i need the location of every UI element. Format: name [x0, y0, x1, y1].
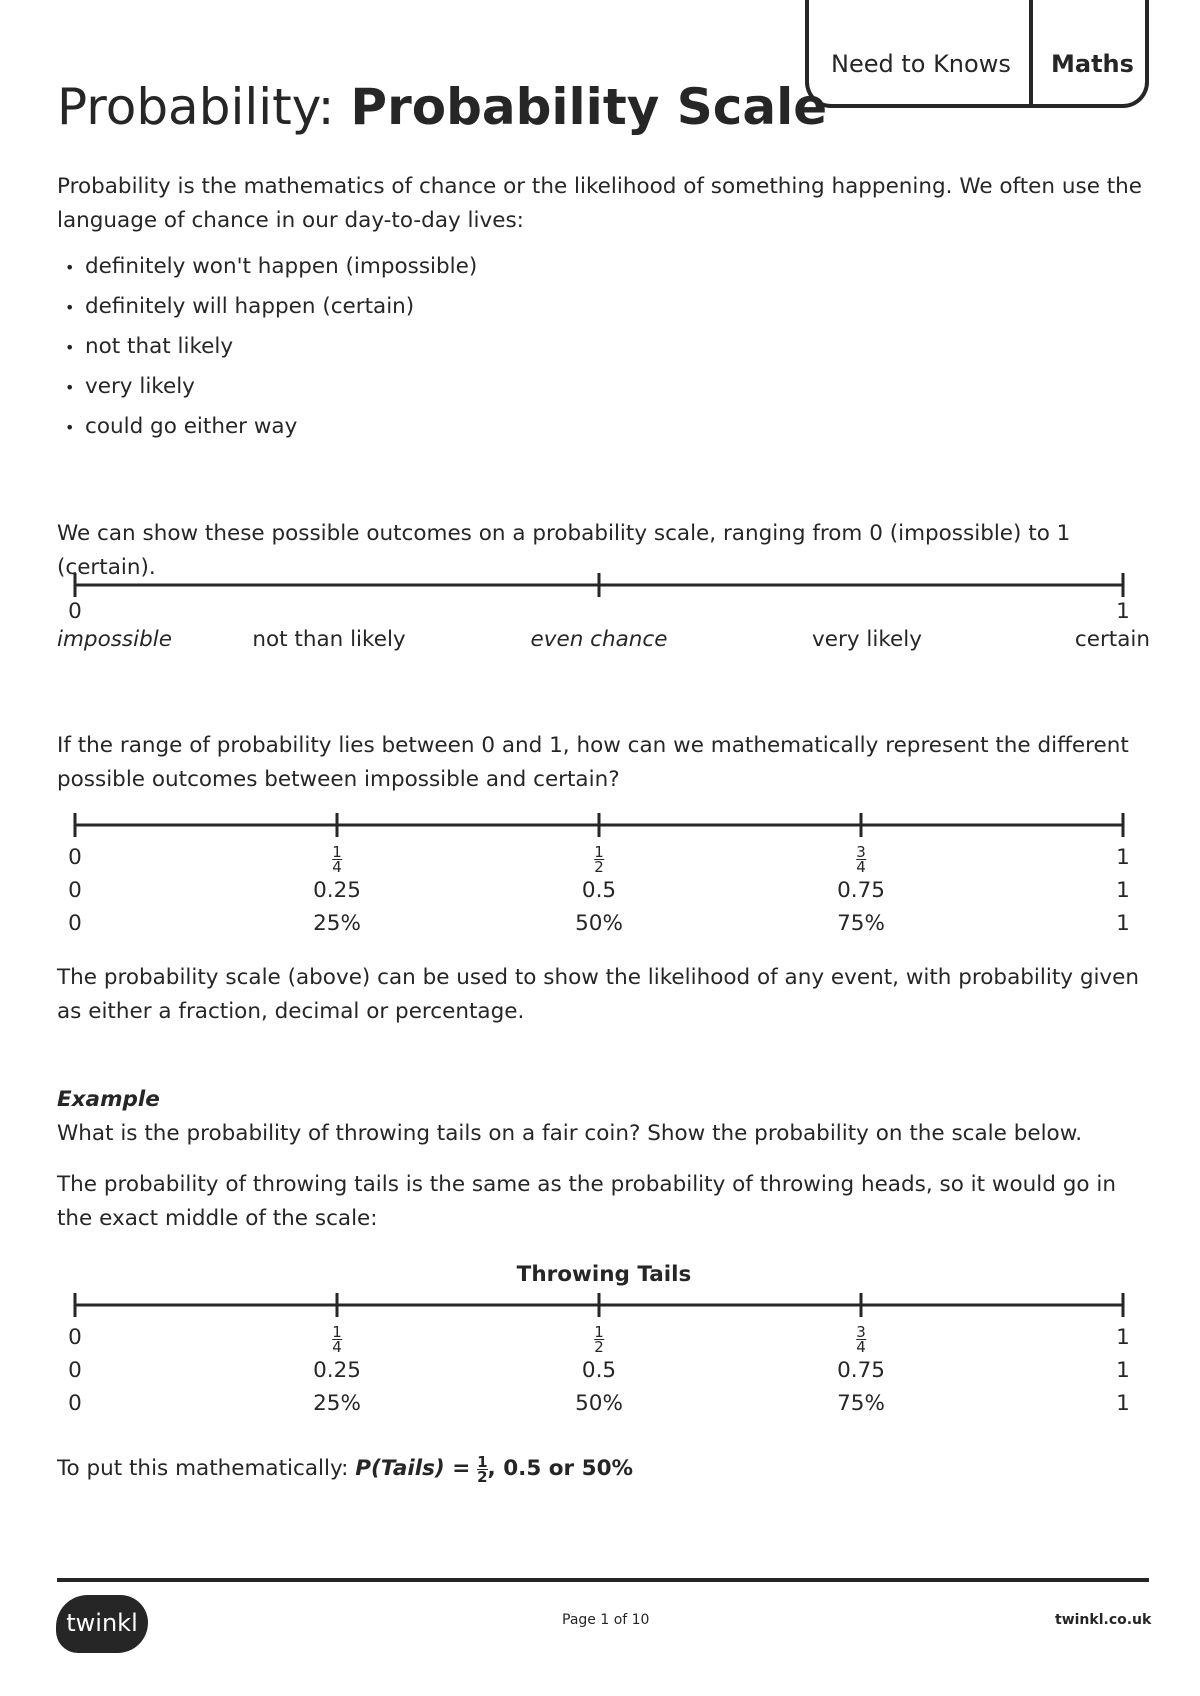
end-value-one: 1	[1116, 845, 1130, 870]
fraction-den: 2	[594, 858, 604, 876]
fraction-half	[594, 1325, 604, 1354]
end-value-zero: 0	[68, 845, 82, 870]
number-line-values	[0, 810, 1200, 840]
decimal-value: 0.75	[837, 1358, 885, 1383]
number-line-throwing-tails	[0, 1290, 1200, 1320]
fraction-num: 1	[332, 1323, 342, 1341]
fraction-three-quarters	[856, 1325, 866, 1354]
fraction-den: 4	[856, 858, 866, 876]
fraction-den: 2	[477, 1467, 488, 1486]
title-bold: Probability Scale	[350, 78, 828, 136]
site-link[interactable]: twinkl.co.uk	[1055, 1612, 1152, 1628]
footer-rule	[57, 1578, 1149, 1582]
title-light: Probability:	[57, 78, 335, 136]
end-value-one: 1	[1116, 1358, 1130, 1383]
end-value-one: 1	[1116, 878, 1130, 903]
list-item: • could go either way	[65, 410, 477, 450]
decimal-value: 0.5	[581, 1358, 617, 1383]
page-title	[57, 78, 827, 136]
end-value-zero: 0	[68, 1391, 82, 1416]
fraction-three-quarters	[856, 845, 866, 874]
list-item: • definitely will happen (certain)	[65, 290, 477, 330]
percentage-value: 75%	[837, 1391, 885, 1416]
fraction-den: 4	[856, 1338, 866, 1356]
number-line-words	[0, 570, 1200, 600]
header-tab	[805, 0, 1149, 108]
fraction-num: 3	[856, 843, 866, 861]
list-item: • definitely won't happen (impossible)	[65, 250, 477, 290]
page-number: Page 1 of 10	[562, 1612, 650, 1628]
scale-explanation-paragraph: The probability scale (above) can be used to show the likelihood of any event, with probability given as either a fraction, decimal or percentage.	[57, 965, 1140, 1024]
fraction-num: 1	[332, 843, 342, 861]
scale-end-number: 1	[1116, 599, 1130, 624]
fraction-num: 1	[594, 843, 604, 861]
scale-question-paragraph: If the range of probability lies between 0 and 1, how can we mathematically represent the different possible outcomes between impossible and certain?	[57, 733, 1129, 792]
tab-maths: Maths	[1051, 50, 1134, 78]
list-item: • not that likely	[65, 330, 477, 370]
decimal-value: 0.25	[313, 1358, 361, 1383]
fraction-num: 1	[477, 1452, 488, 1471]
end-value-zero: 0	[68, 1358, 82, 1383]
scale-intro-paragraph: We can show these possible outcomes on a probability scale, ranging from 0 (impossible) to 1 (certain).	[57, 521, 1071, 580]
fraction-half	[594, 845, 604, 874]
percentage-value: 25%	[313, 1391, 361, 1416]
tab-divider	[1029, 0, 1033, 104]
percentage-value: 50%	[575, 911, 623, 936]
tab-need-to-knows: Need to Knows	[831, 50, 1011, 78]
scale-word-certain: certain	[1074, 627, 1150, 652]
fraction-den: 4	[332, 1338, 342, 1356]
scale-start-number: 0	[68, 599, 82, 624]
fraction-quarter	[332, 845, 342, 874]
fraction-num: 3	[856, 1323, 866, 1341]
twinkl-logo: twinkl	[56, 1595, 148, 1653]
fraction-den: 2	[594, 1338, 604, 1356]
end-value-zero: 0	[68, 1325, 82, 1350]
fraction-den: 4	[332, 858, 342, 876]
end-value-one: 1	[1116, 1325, 1130, 1350]
decimal-value: 0.75	[837, 878, 885, 903]
end-value-one: 1	[1116, 911, 1130, 936]
fraction-num: 1	[594, 1323, 604, 1341]
scale-word-impossible: impossible	[57, 627, 172, 652]
conclusion-lead: To put this mathematically:	[57, 1456, 349, 1481]
end-value-zero: 0	[68, 911, 82, 936]
fraction-quarter	[332, 1325, 342, 1354]
conclusion-suffix: , 0.5 or 50%	[487, 1456, 634, 1481]
conclusion-prefix: P(Tails) =	[355, 1456, 471, 1481]
percentage-value: 75%	[837, 911, 885, 936]
bullet-list	[65, 250, 477, 450]
list-item: • very likely	[65, 370, 477, 410]
scale-word-very-likely: very likely	[812, 627, 922, 652]
scale-word-not-likely: not than likely	[252, 627, 406, 652]
end-value-zero: 0	[68, 878, 82, 903]
percentage-value: 50%	[575, 1391, 623, 1416]
scale-title: Throwing Tails	[516, 1262, 692, 1287]
decimal-value: 0.5	[581, 878, 617, 903]
example-heading: Example	[57, 1087, 160, 1112]
decimal-value: 0.25	[313, 878, 361, 903]
scale-word-even-chance: even chance	[530, 627, 668, 652]
intro-paragraph: Probability is the mathematics of chance or the likelihood of something happening. We often use the language of chance in our day-to-day lives:	[57, 174, 1143, 233]
end-value-one: 1	[1116, 1391, 1130, 1416]
example-question: What is the probability of throwing tails on a fair coin? Show the probability on the scale below.	[57, 1121, 1083, 1146]
conclusion	[57, 1452, 1147, 1486]
percentage-value: 25%	[313, 911, 361, 936]
conclusion-fraction	[477, 1452, 488, 1486]
example-answer: The probability of throwing tails is the same as the probability of throwing heads, so it would go in the exact middle of the scale:	[57, 1172, 1116, 1231]
